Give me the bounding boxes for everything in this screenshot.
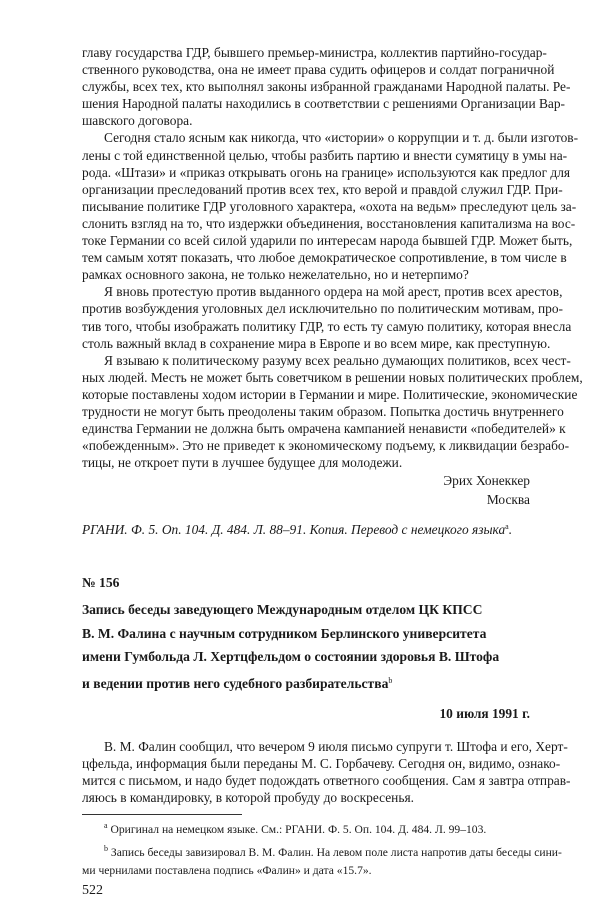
text-line: главу государства ГДР, бывшего премьер-министра, коллектив партийно-государ- <box>82 45 547 60</box>
text-line: слонить взгляд на то, что издержки объединения, восстановления капитализма на вос- <box>82 215 576 231</box>
text-line: мится с письмом, и надо будет подождать ответного сообщения. Сам я завтра отправ- <box>82 773 571 789</box>
document-body <box>82 738 571 806</box>
text-line: ных людей. Месть не может быть советчиком в решении новых политических проблем, <box>82 369 583 385</box>
text-line: В. М. Фалин сообщил, что вечером 9 июля письмо супруги т. Штофа и его, Херт- <box>104 739 568 754</box>
text-line: шения Народной палаты находились в соответствии с решениями Организации Вар- <box>82 96 566 112</box>
title-line-text: и ведении против него судебного разбирательства <box>82 675 389 691</box>
title-line: В. М. Фалина с научным сотрудником Берлинского университета <box>82 625 487 641</box>
text-line: трудности не могут быть преодолены таким образом. Попытка достичь внутреннего <box>82 403 564 419</box>
text-line: токе Германии со всей силой ударили по интересам народа бывшей ГДР. Может быть, <box>82 233 573 249</box>
text-line: тицы, не откроет пути в лучшее будущее для молодежи. <box>82 455 403 471</box>
footnote-mark: a <box>104 821 108 830</box>
title-line: имени Гумбольда Л. Хертцфельдом о состоянии здоровья В. Штофа <box>82 649 500 665</box>
footnote-text: Запись беседы завизировал В. М. Фалин. На левом поле листа напротив даты беседы сини- <box>110 845 562 859</box>
footnote-ref-b[interactable]: b <box>388 675 393 685</box>
page-number: 522 <box>82 883 103 898</box>
text-line: рода. «Штази» и «приказ открывать огонь на границе» используются как предлог для <box>82 164 571 180</box>
document-number: № 156 <box>82 575 120 590</box>
text-line: столь важный вклад в сохранение мира в Европе и во всем мире, как преступную. <box>82 335 551 351</box>
text-line: «побежденным». Это не приведет к экономическому подъему, к ликвидации безрабо- <box>82 438 570 454</box>
footnote-ref-a[interactable]: a <box>505 522 509 531</box>
text-line: которые поставлены ходом истории в Германии и мире. Политические, экономические <box>82 386 578 402</box>
text-line: Я взываю к политическому разуму всех реально думающих политиков, всех чест- <box>104 352 571 368</box>
title-line: Запись беседы заведующего Международным отделом ЦК КПСС <box>82 602 483 617</box>
text-line: ляюсь в командировку, в которой пробуду до воскресенья. <box>82 790 414 806</box>
text-line: службы, всех тех, кто выполнял законы избранной гражданами Народной палаты. Ре- <box>82 79 571 95</box>
text-line: против возбуждения уголовных дел исключительно по политическим мотивам, про- <box>82 301 563 317</box>
text-line: лены с той единственной целью, чтобы разбить партию и внести сумятицу в умы на- <box>82 147 568 163</box>
text-line: цфельда, информация были переданы М. С. Горбачеву. Сегодня он, видимо, ознако- <box>82 756 561 772</box>
text-line: единства Германии не должна быть омрачена кампанией ненависти «победителей» к <box>82 421 566 437</box>
text-line: Я вновь протестую против выданного ордера на мой арест, против всех арестов, <box>104 284 563 300</box>
document-title <box>82 598 542 695</box>
footnote-a <box>82 817 530 840</box>
letter-body <box>82 44 583 471</box>
place: Москва <box>486 492 530 507</box>
text-line: тем самым хотят показать, что любое демократическое сопротивление, в том числе в <box>82 250 567 266</box>
text-line: писывание политике ГДР уголовного характера, «охота на ведьм» преследуют цель за- <box>82 198 577 214</box>
signature: Эрих Хонеккер <box>443 473 530 488</box>
text-line: тив того, чтобы изображать политику ГДР, то есть ту самую политику, которая внесла <box>82 318 572 334</box>
footnote-mark: b <box>104 843 108 853</box>
footnote-divider <box>82 814 242 815</box>
title-line <box>82 669 542 696</box>
footnote-b-continued: ми чернилами поставлена подпись «Фалин» и дата «15.7». <box>82 864 372 877</box>
text-line: организации преследований против всех тех, кто верой и правдой служил ГДР. При- <box>82 181 563 197</box>
text-line: рамках основного закона, не только нежелательно, но и нетерпимо? <box>82 267 469 283</box>
document-date: 10 июля 1991 г. <box>439 706 530 721</box>
text-line: Сегодня стало ясным как никогда, что «истории» о коррупции и т. д. были изготов- <box>104 130 579 146</box>
source-text: РГАНИ. Ф. 5. Оп. 104. Д. 484. Л. 88–91. Копия. Перевод с немецкого языка <box>82 522 506 537</box>
source-tail: . <box>508 522 513 537</box>
footnote-text: Оригинал на немецком языке. См.: РГАНИ. Ф. 5. Оп. 104. Д. 484. Л. 99–103. <box>110 823 487 836</box>
text-line: ственного руководства, она не имеет права судить офицеров и солдат пограничной <box>82 62 555 78</box>
text-line: шавского договора. <box>82 113 193 129</box>
footnotes <box>82 817 562 881</box>
footnote-b <box>82 840 562 863</box>
archive-source <box>82 522 512 538</box>
letter-signature-block <box>82 471 530 509</box>
